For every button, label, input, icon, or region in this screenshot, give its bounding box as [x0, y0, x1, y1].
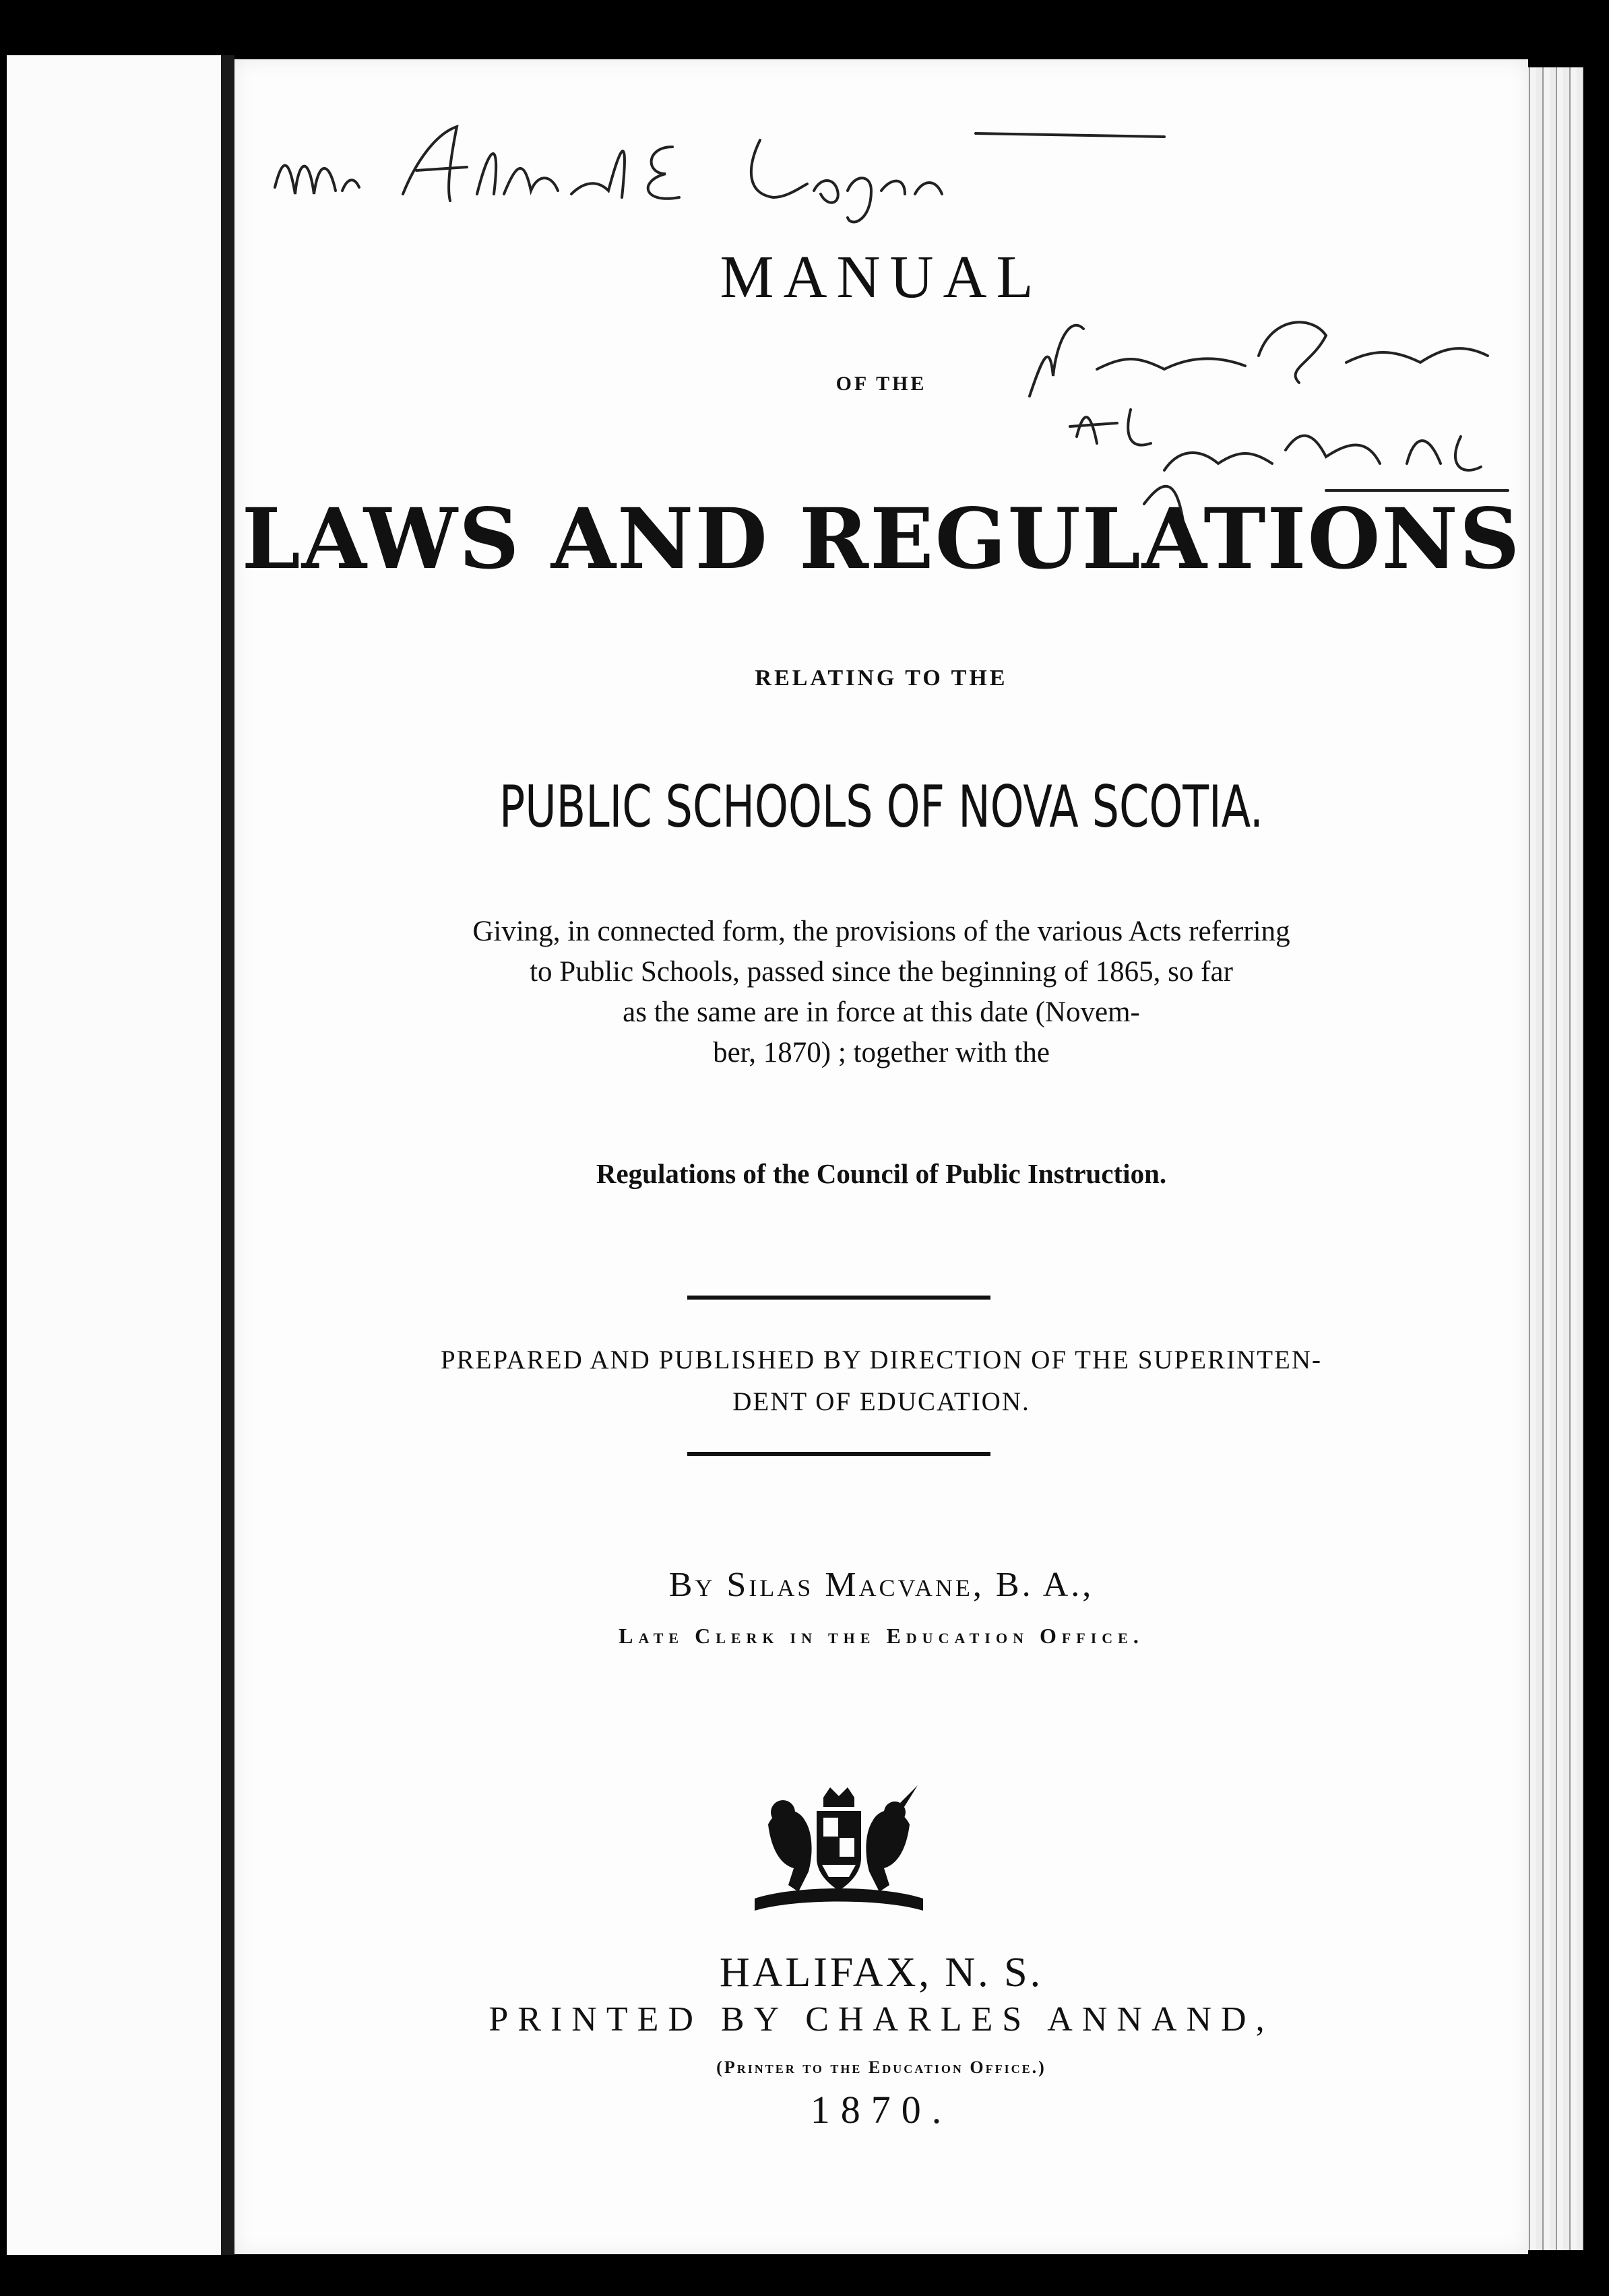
place-of-publication: HALIFAX, N. S. — [719, 1950, 1044, 1996]
prepared-line: PREPARED AND PUBLISHED BY DIRECTION OF THE SUPERINTEN- — [440, 1345, 1323, 1374]
relating-label: RELATING TO THE — [755, 666, 1008, 691]
regulations-line: Regulations of the Council of Public Instruction. — [596, 1158, 1167, 1189]
publication-year: 1870. — [810, 2088, 953, 2132]
of-the-label: OF THE — [835, 373, 927, 395]
divider-rule — [687, 1452, 990, 1456]
printer-line: PRINTED BY CHARLES ANNAND, — [488, 2000, 1274, 2039]
description-line: as the same are in force at this date (Novem- — [623, 996, 1140, 1028]
description-line: ber, 1870) ; together with the — [713, 1037, 1050, 1069]
prepared-statement — [234, 1339, 1528, 1423]
subject-title: PUBLIC SCHOOLS OF NOVA SCOTIA. — [499, 773, 1264, 841]
royal-coat-of-arms-icon — [741, 1784, 937, 1919]
title-page — [234, 59, 1528, 2254]
author-title: Late Clerk in the Education Office. — [619, 1624, 1144, 1648]
author-line: By Silas Macvane, B. A., — [668, 1566, 1094, 1604]
prepared-line: DENT OF EDUCATION. — [732, 1387, 1030, 1416]
book-title: MANUAL — [720, 244, 1043, 311]
main-title: LAWS AND REGULATIONS — [241, 490, 1521, 588]
gutter — [221, 55, 234, 2255]
description — [234, 912, 1528, 1073]
description-line: Giving, in connected form, the provisions of the various Acts referring — [472, 916, 1290, 947]
description-line: to Public Schools, passed since the beginning of 1865, so far — [530, 956, 1233, 988]
divider-rule — [687, 1296, 990, 1300]
printer-note: (Printer to the Education Office.) — [716, 2058, 1046, 2077]
flyleaf — [7, 55, 221, 2255]
